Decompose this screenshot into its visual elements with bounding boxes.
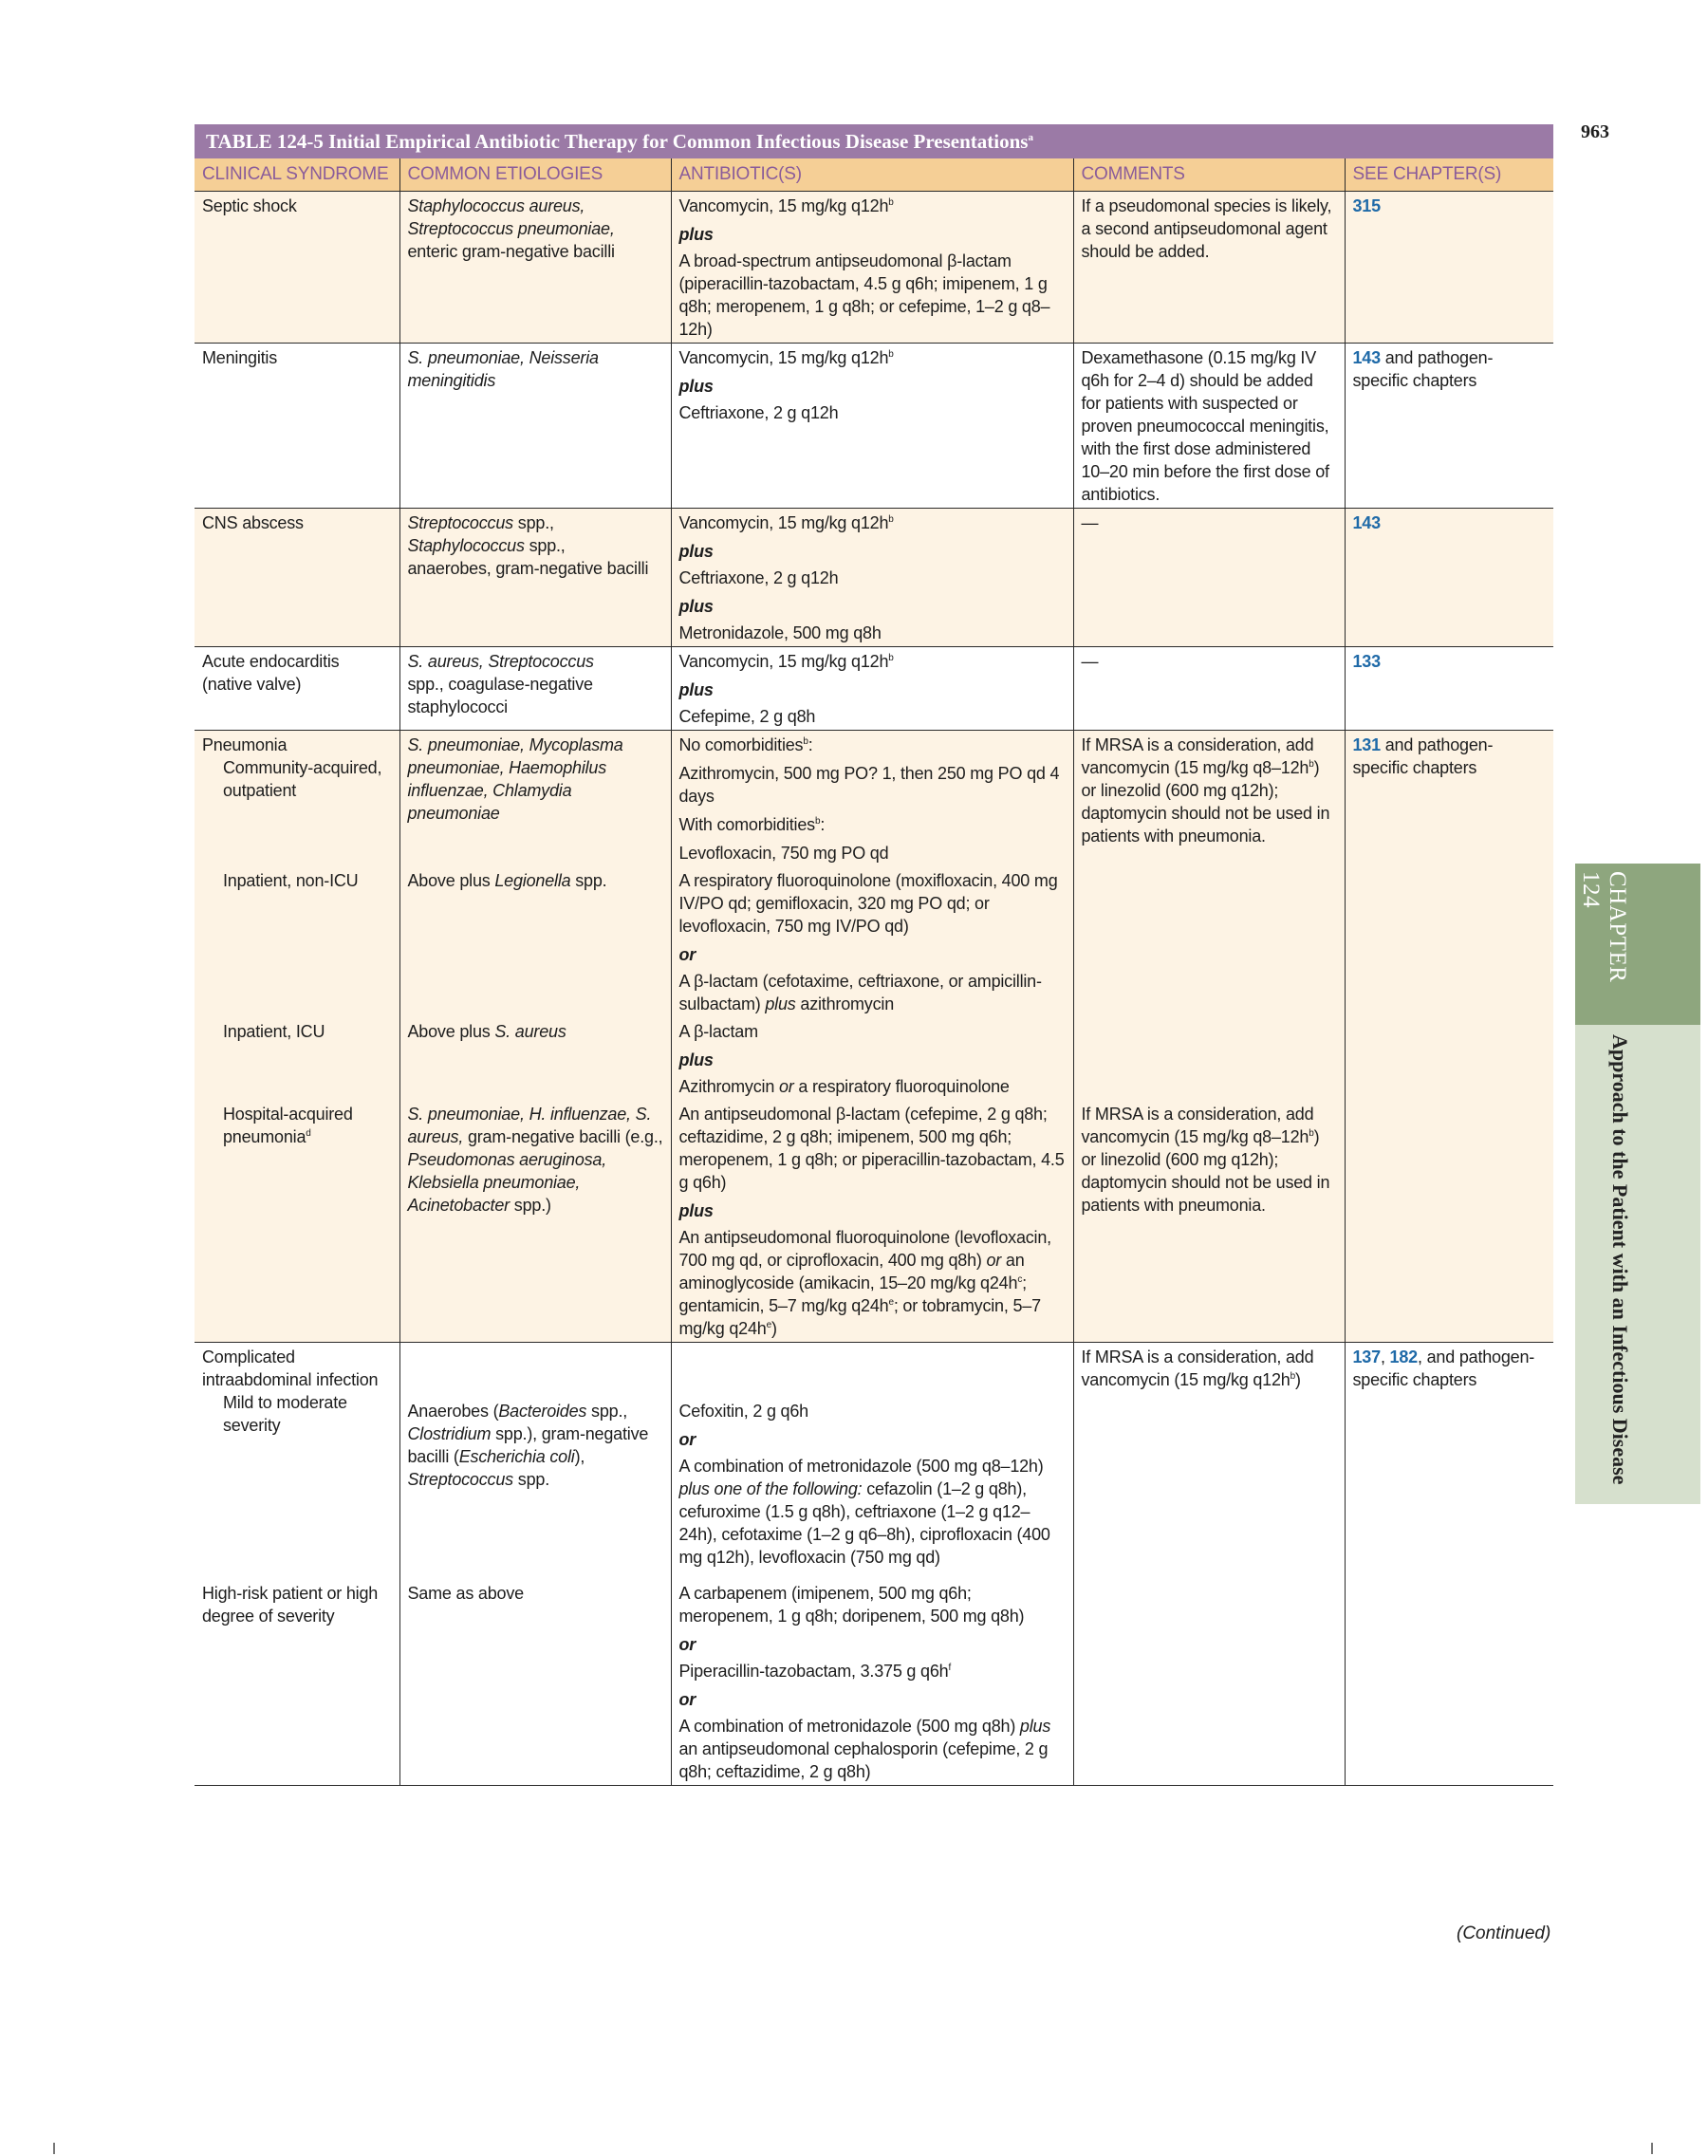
chapter-link[interactable]: 182	[1389, 1348, 1418, 1366]
side-chapter-label: CHAPTER 124	[1578, 871, 1630, 983]
chapter-link[interactable]: 315	[1352, 196, 1381, 215]
table-row	[195, 866, 1553, 1017]
table-row	[195, 1017, 1553, 1100]
etiology-cell: Above plus S. aureus	[399, 1017, 671, 1100]
page-number: 963	[1581, 121, 1609, 142]
chapter-link[interactable]: 143	[1352, 348, 1381, 367]
antibiotic-cell: No comorbidities$^b$: Azithromycin, 500 mg PO? 1, then 250 mg PO qd 4 days With comorbidities$^b$: Levofloxacin, 750 mg PO qd	[671, 731, 1073, 867]
antibiotic-cell: Vancomycin, 15 mg/kg $q12h^b$ plus Cefepime, 2 g q8h	[671, 647, 1073, 731]
syndrome-cell: Septic shock	[195, 192, 399, 344]
chapter-link[interactable]: 133	[1352, 652, 1381, 671]
etiology-cell: Above plus Legionella spp.	[399, 866, 671, 1017]
comment-cell: Dexamethasone (0.15 mg/kg IV q6h for 2–4 d) should be added for patients with suspected or proven pneumococcal meningitis, with the first dose administered 10–20 min before the first dose of antibiotics.	[1073, 344, 1345, 509]
antibiotic-cell: Vancomycin, 15 mg/kg $q12h^b$ plus Ceftriaxone, 2 g q12h plus Metronidazole, 500 mg q8h	[671, 509, 1073, 647]
table-header-row	[195, 158, 1553, 192]
antibiotic-cell: A respiratory fluoroquinolone (moxifloxacin, 400 mg IV/PO qd; gemifloxacin, 320 mg PO qd; or levofloxacin, 750 mg IV/PO qd) or A β-lactam (cefotaxime, ceftriaxone, or ampicillin-sulbactam) plus azithromycin	[671, 866, 1073, 1017]
chapter-cell	[1345, 192, 1553, 344]
side-chapter-title: Approach to the Patient with an Infectious Disease	[1608, 1034, 1632, 1485]
chapter-cell	[1345, 509, 1553, 647]
table-title: TABLE 124-5 Initial Empirical Antibiotic Therapy for Common Infectious Disease Presentations$^a$	[195, 124, 1553, 158]
header-antibiotics: ANTIBIOTIC(S)	[671, 158, 1073, 192]
etiology-cell: S. pneumoniae, Neisseria meningitidis	[399, 344, 671, 509]
syndrome-cell: Meningitis	[195, 344, 399, 509]
chapter-cell	[1345, 866, 1553, 1017]
chapter-cell: 137, 182, and pathogen-specific chapters	[1352, 1348, 1535, 1389]
table-row	[195, 647, 1553, 731]
antibiotic-cell: Vancomycin, 15 mg/kg $q12h^b$ plus A broad-spectrum antipseudomonal β-lactam (piperacillin-tazobactam, 4.5 g q6h; imipenem, 1 g q8h; meropenem, 1 g q8h; or cefepime, 1–2 g q8–12h)	[671, 192, 1073, 344]
table-row	[195, 509, 1553, 647]
crop-mark	[53, 2143, 55, 2154]
comment-cell	[1073, 1571, 1345, 1786]
table-row	[195, 344, 1553, 509]
syndrome-cell: Complicated intraabdominal infection Mild to moderate severity	[195, 1343, 399, 1571]
antibiotic-cell: A β-lactam plus Azithromycin or a respiratory fluoroquinolone	[671, 1017, 1073, 1100]
table-row	[195, 1571, 1553, 1786]
comment-cell	[1073, 866, 1345, 1017]
syndrome-cell: Acute endocarditis (native valve)	[195, 647, 399, 731]
table-row	[195, 1100, 1553, 1343]
header-clinical-syndrome: CLINICAL SYNDROME	[195, 158, 399, 192]
table-row	[195, 1343, 1553, 1571]
antibiotic-cell: Cefoxitin, 2 g q6h or A combination of metronidazole (500 mg q8–12h) plus one of the following: cefazolin (1–2 g q8h), cefuroxime (1.5 g q8h), ceftriaxone (1–2 g q12–24h), cefotaxime (1–2 g q6–8h), ciprofloxacin (400 mg q12h), levofloxacin (750 mg qd)	[671, 1343, 1073, 1571]
etiology-cell: Streptococcus spp., Staphylococcus spp., anaerobes, gram-negative bacilli	[399, 509, 671, 647]
antibiotic-cell: Vancomycin, 15 mg/kg $q12h^b$ plus Ceftriaxone, 2 g q12h	[671, 344, 1073, 509]
chapter-cell	[1345, 1571, 1553, 1786]
etiology-cell: Staphylococcus aureus, Streptococcus pneumoniae, enteric gram-negative bacilli	[399, 192, 671, 344]
syndrome-cell: Inpatient, ICU	[195, 1017, 399, 1100]
chapter-title-tab	[1575, 1025, 1700, 1504]
comment-cell: If a pseudomonal species is likely, a second antipseudomonal agent should be added.	[1073, 192, 1345, 344]
etiology-cell: S. pneumoniae, H. influenzae, S. aureus, gram-negative bacilli (e.g., Pseudomonas aeruginosa, Klebsiella pneumoniae, Acinetobacter spp.)	[399, 1100, 671, 1343]
etiology-cell: Same as above	[399, 1571, 671, 1786]
syndrome-cell: Hospital-acquired pneumonia$^d$	[195, 1100, 399, 1343]
chapter-link[interactable]: 143	[1352, 513, 1381, 532]
comment-cell: —	[1073, 647, 1345, 731]
chapter-cell	[1345, 1017, 1553, 1100]
antibiotic-cell: A carbapenem (imipenem, 500 mg q6h; meropenem, 1 g q8h; doripenem, 500 mg q8h) or Piperacillin-tazobactam, 3.375 g $q6h^f$ or A combination of metronidazole (500 mg q8h) plus an antipseudomonal cephalosporin (cefepime, 2 g q8h; ceftazidime, 2 g q8h)	[671, 1571, 1073, 1786]
etiology-cell: S. aureus, Streptococcus spp., coagulase-negative staphylococci	[399, 647, 671, 731]
crop-mark	[1651, 2143, 1653, 2154]
chapter-link[interactable]: 137	[1352, 1348, 1381, 1366]
header-common-etiologies: COMMON ETIOLOGIES	[399, 158, 671, 192]
comment-cell: If MRSA is a consideration, add vancomycin (15 mg/kg $q12h^b$)	[1073, 1343, 1345, 1571]
syndrome-cell: CNS abscess	[195, 509, 399, 647]
antibiotic-table	[195, 124, 1553, 1786]
chapter-cell	[1345, 647, 1553, 731]
chapter-link[interactable]: 131	[1352, 735, 1381, 754]
etiology-cell: S. pneumoniae, Mycoplasma pneumoniae, Haemophilus influenzae, Chlamydia pneumoniae	[399, 731, 671, 867]
header-comments: COMMENTS	[1073, 158, 1345, 192]
chapter-cell: 143 and pathogen-specific chapters	[1345, 344, 1553, 509]
header-see-chapters: SEE CHAPTER(S)	[1345, 158, 1553, 192]
comment-cell	[1073, 1017, 1345, 1100]
continued-note: (Continued)	[1457, 1924, 1551, 1943]
chapter-cell: 131 and pathogen-specific chapters	[1345, 731, 1553, 867]
etiology-cell: Anaerobes (Bacteroides spp., Clostridium spp.), gram-negative bacilli (Escherichia coli), Streptococcus spp.	[399, 1343, 671, 1571]
comment-cell: If MRSA is a consideration, add vancomycin (15 mg/kg $q8-12h^b$) or linezolid (600 mg q12h); daptomycin should not be used in patients with pneumonia.	[1073, 731, 1345, 867]
antibiotic-cell: An antipseudomonal β-lactam (cefepime, 2 g q8h; ceftazidime, 2 g q8h; imipenem, 500 mg q6h; meropenem, 1 g q8h; or piperacillin-tazobactam, 4.5 g q6h) plus An antipseudomonal fluoroquinolone (levofloxacin, 700 mg qd, or ciprofloxacin, 400 mg q8h) or an aminoglycoside (amikacin, 15–20 mg/kg $q24h^c$; gentamicin, 5–7 mg/kg $q24h^e$; or tobramycin, 5–7 mg/kg $q24h^e$)	[671, 1100, 1073, 1343]
table-row	[195, 731, 1553, 867]
syndrome-cell: High-risk patient or high degree of severity	[195, 1571, 399, 1786]
comment-cell: If MRSA is a consideration, add vancomycin (15 mg/kg $q8-12h^b$) or linezolid (600 mg q12h); daptomycin should not be used in patients with pneumonia.	[1073, 1100, 1345, 1343]
chapter-cell	[1345, 1100, 1553, 1343]
comment-cell: —	[1073, 509, 1345, 647]
table-row	[195, 192, 1553, 344]
syndrome-cell: Pneumonia Community-acquired, outpatient	[195, 731, 399, 867]
syndrome-cell: Inpatient, non-ICU	[195, 866, 399, 1017]
